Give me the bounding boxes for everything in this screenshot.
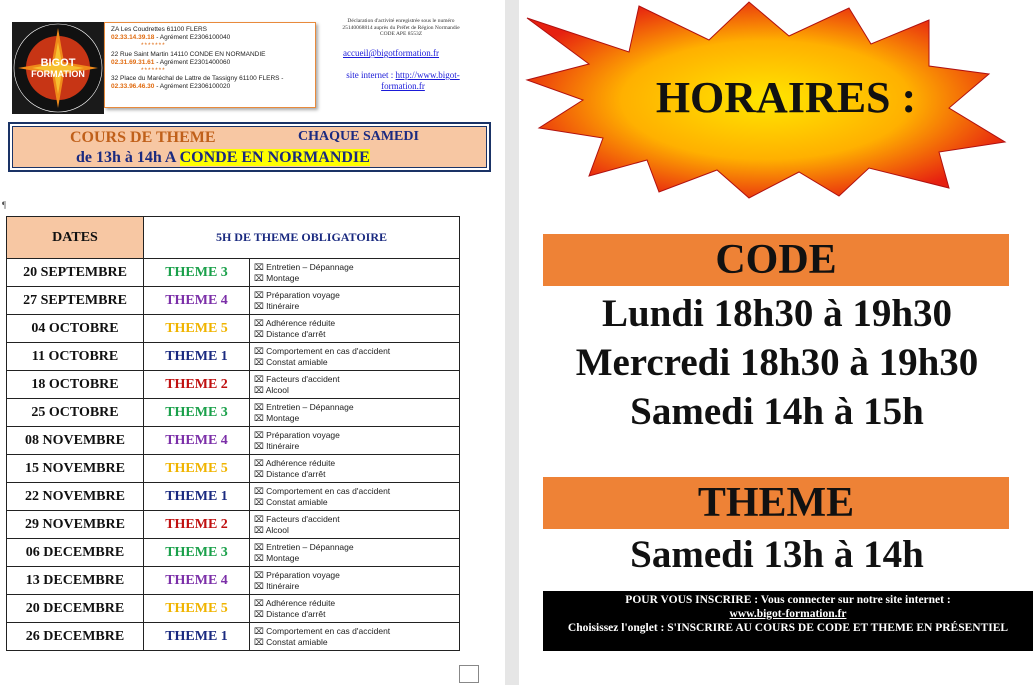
address-3: 32 Place du Maréchal de Lattre de Tassigny 61100 FLERS - 02.33.96.46.30 - Agrément E2306100020 (111, 75, 284, 91)
topic-text: Facteurs d'accident (266, 513, 340, 524)
banner-schedule: de 13h à 14h A CONDE EN NORMANDIE (76, 149, 370, 166)
banner-title: COURS DE THEME (70, 129, 216, 146)
code-label-bar: CODE (543, 234, 1009, 286)
checkbox-arrow-icon: ⌧ (254, 289, 267, 300)
anchor-icon: ¶ (2, 200, 7, 210)
checkbox-arrow-icon: ⌧ (254, 597, 266, 608)
theme-schedule: Samedi 13h à 14h (630, 533, 924, 576)
row-theme: THEME 3 (144, 399, 250, 427)
website-link[interactable]: http://www.bigot-formation.fr (381, 70, 460, 91)
checkbox-arrow-icon: ⌧ (254, 328, 267, 339)
inscription-line-1: POUR VOUS INSCRIRE : Vous connecter sur notre site internet : (625, 594, 951, 606)
row-topics (250, 483, 460, 511)
checkbox-arrow-icon: ⌧ (254, 625, 267, 636)
table-row (7, 259, 460, 287)
topic-text: Comportement en cas d'accident (266, 485, 391, 496)
row-date: 29 NOVEMBRE (7, 511, 144, 539)
row-topics (250, 427, 460, 455)
topic-item (254, 301, 459, 312)
row-theme: THEME 3 (144, 539, 250, 567)
row-theme: THEME 1 (144, 343, 250, 371)
inscription-line-3: Choisissez l'onglet : S'INSCRIRE AU COURS DE CODE ET THEME EN PRÉSENTIEL (567, 622, 1009, 634)
bigot-formation-logo (12, 22, 104, 114)
topic-text: Entretien – Dépannage (266, 401, 354, 412)
row-topics (250, 343, 460, 371)
row-topics (250, 315, 460, 343)
topic-item (254, 329, 459, 340)
topic-item (254, 430, 459, 441)
topic-text: Adhérence réduite (265, 597, 336, 608)
checkbox-arrow-icon: ⌧ (254, 384, 266, 395)
topic-item (254, 486, 459, 497)
checkbox-arrow-icon: ⌧ (254, 468, 267, 479)
row-date: 13 DECEMBRE (7, 567, 144, 595)
topic-item (254, 374, 459, 385)
checkbox-arrow-icon: ⌧ (254, 457, 266, 468)
row-date: 20 SEPTEMBRE (7, 259, 144, 287)
inscription-url[interactable]: www.bigot-formation.fr (729, 608, 847, 620)
table-row (7, 567, 460, 595)
topic-text: Constat amiable (266, 496, 328, 507)
row-theme: THEME 4 (144, 427, 250, 455)
checkbox-arrow-icon: ⌧ (254, 317, 266, 328)
topic-item (254, 346, 459, 357)
checkbox-arrow-icon: ⌧ (254, 429, 267, 440)
checkbox-arrow-icon: ⌧ (254, 345, 267, 356)
table-row (7, 623, 460, 651)
row-date: 25 OCTOBRE (7, 399, 144, 427)
topic-item (254, 441, 459, 452)
row-topics (250, 259, 460, 287)
page-corner-box (459, 665, 479, 683)
checkbox-arrow-icon: ⌧ (254, 636, 267, 647)
inscription-box (543, 591, 1033, 651)
checkbox-arrow-icon: ⌧ (254, 261, 267, 272)
topic-item (254, 458, 459, 469)
topic-item (254, 514, 459, 525)
checkbox-arrow-icon: ⌧ (254, 272, 267, 283)
table-row (7, 287, 460, 315)
topic-text: Adhérence réduite (265, 457, 336, 468)
topic-item (254, 609, 459, 620)
topic-item (254, 357, 459, 368)
row-topics (250, 455, 460, 483)
row-topics (250, 567, 460, 595)
topic-text: Montage (266, 272, 300, 283)
right-page (519, 0, 1035, 685)
topic-text: Alcool (265, 524, 289, 535)
row-date: 06 DECEMBRE (7, 539, 144, 567)
topic-text: Itinéraire (266, 440, 300, 451)
address-box: ZA Les Coudrettes 61100 FLERS 02.33.14.39.18 - Agrément E2306100040 ******* 22 Rue Saint Martin 14110 CONDE EN NORMANDIE 02.31.69.31.61 - Agrément E2301400060 ******* 32 Place du Maréchal de Lattre de Tassigny 61100 FLERS - 02.33.96.46.30 - Agrément E2306100020 (104, 22, 316, 108)
table-row (7, 343, 460, 371)
left-page (0, 0, 505, 685)
topic-text: Constat amiable (266, 356, 328, 367)
topic-text: Comportement en cas d'accident (266, 345, 391, 356)
row-date: 20 DECEMBRE (7, 595, 144, 623)
checkbox-arrow-icon: ⌧ (254, 541, 267, 552)
checkbox-arrow-icon: ⌧ (254, 300, 267, 311)
row-theme: THEME 4 (144, 567, 250, 595)
row-theme: THEME 3 (144, 259, 250, 287)
website-line: site internet : http://www.bigot-formation.fr (346, 70, 460, 91)
topic-item (254, 497, 459, 508)
topic-item (254, 598, 459, 609)
topic-text: Distance d'arrêt (266, 468, 326, 479)
topic-item (254, 581, 459, 592)
address-2: 22 Rue Saint Martin 14110 CONDE EN NORMANDIE 02.31.69.31.61 - Agrément E2301400060 (111, 50, 266, 66)
table-row (7, 539, 460, 567)
checkbox-arrow-icon: ⌧ (254, 440, 267, 451)
code-schedule-1: Lundi 18h30 à 19h30 (601, 292, 953, 335)
topic-text: Itinéraire (266, 580, 300, 591)
row-date: 27 SEPTEMBRE (7, 287, 144, 315)
row-date: 08 NOVEMBRE (7, 427, 144, 455)
row-date: 15 NOVEMBRE (7, 455, 144, 483)
row-theme: THEME 2 (144, 511, 250, 539)
table-row (7, 483, 460, 511)
email-link[interactable]: accueil@bigotformation.fr (343, 48, 440, 58)
row-topics (250, 287, 460, 315)
row-date: 04 OCTOBRE (7, 315, 144, 343)
topic-item (254, 637, 459, 648)
topic-item (254, 553, 459, 564)
code-schedule-2: Mercredi 18h30 à 19h30 (575, 341, 979, 384)
checkbox-arrow-icon: ⌧ (254, 485, 267, 496)
address-1: ZA Les Coudrettes 61100 FLERS 02.33.14.39.18 - Agrément E2306100040 (111, 26, 231, 42)
topic-text: Facteurs d'accident (266, 373, 340, 384)
table-row (7, 511, 460, 539)
topic-text: Adhérence réduite (265, 317, 336, 328)
table-row (7, 595, 460, 623)
table-row (7, 455, 460, 483)
row-topics (250, 539, 460, 567)
table-row (7, 371, 460, 399)
row-topics (250, 623, 460, 651)
topic-item (254, 626, 459, 637)
row-date: 26 DECEMBRE (7, 623, 144, 651)
course-banner (8, 122, 491, 172)
row-topics (250, 595, 460, 623)
row-date: 22 NOVEMBRE (7, 483, 144, 511)
checkbox-arrow-icon: ⌧ (254, 356, 267, 367)
topic-item (254, 290, 459, 301)
row-topics (250, 511, 460, 539)
row-topics (250, 399, 460, 427)
row-theme: THEME 4 (144, 287, 250, 315)
table-row (7, 315, 460, 343)
theme-label-bar: THEME (543, 477, 1009, 529)
topic-text: Préparation voyage (266, 289, 340, 300)
checkbox-arrow-icon: ⌧ (254, 412, 267, 423)
topic-text: Itinéraire (266, 300, 300, 311)
checkbox-arrow-icon: ⌧ (254, 524, 266, 535)
row-theme: THEME 2 (144, 371, 250, 399)
topic-item (254, 318, 459, 329)
topic-item (254, 542, 459, 553)
horaires-headline: HORAIRES : (655, 73, 917, 122)
checkbox-arrow-icon: ⌧ (254, 608, 267, 619)
topic-item (254, 525, 459, 536)
row-theme: THEME 1 (144, 483, 250, 511)
topic-item (254, 262, 459, 273)
topic-text: Distance d'arrêt (266, 608, 326, 619)
checkbox-arrow-icon: ⌧ (254, 373, 267, 384)
checkbox-arrow-icon: ⌧ (254, 513, 267, 524)
row-theme: THEME 5 (144, 315, 250, 343)
checkbox-arrow-icon: ⌧ (254, 496, 267, 507)
row-theme: THEME 5 (144, 595, 250, 623)
topic-text: Préparation voyage (266, 429, 340, 440)
topic-text: Entretien – Dépannage (266, 261, 354, 272)
row-date: 11 OCTOBRE (7, 343, 144, 371)
topic-item (254, 570, 459, 581)
topic-text: Préparation voyage (266, 569, 340, 580)
banner-frequency: CHAQUE SAMEDI (298, 129, 419, 144)
checkbox-arrow-icon: ⌧ (254, 401, 267, 412)
row-topics (250, 371, 460, 399)
row-theme: THEME 5 (144, 455, 250, 483)
topic-item (254, 273, 459, 284)
checkbox-arrow-icon: ⌧ (254, 580, 267, 591)
logo-wordmark: BIGOT FORMATION (31, 57, 85, 79)
checkbox-arrow-icon: ⌧ (254, 569, 267, 580)
checkbox-arrow-icon: ⌧ (254, 552, 267, 563)
topic-text: Entretien – Dépannage (266, 541, 354, 552)
banner-place: CONDE EN NORMANDIE (179, 149, 370, 166)
topic-text: Alcool (265, 384, 289, 395)
table-row (7, 427, 460, 455)
topic-item (254, 385, 459, 396)
code-schedule-3: Samedi 14h à 15h (630, 390, 924, 433)
row-date: 18 OCTOBRE (7, 371, 144, 399)
topic-text: Montage (266, 552, 300, 563)
row-theme: THEME 1 (144, 623, 250, 651)
header-theme: 5H DE THEME OBLIGATOIRE (144, 217, 460, 259)
topic-item (254, 402, 459, 413)
activity-declaration: Déclaration d'activité enregistrée sous le numéro 25140068814 auprès du Préfet de Région Normandie CODE APE 8553Z (342, 18, 460, 37)
topic-item (254, 469, 459, 480)
topic-text: Comportement en cas d'accident (266, 625, 391, 636)
table-row (7, 399, 460, 427)
header-dates: DATES (7, 217, 144, 259)
table-header-row (7, 217, 460, 259)
topic-text: Montage (266, 412, 300, 423)
topic-text: Distance d'arrêt (266, 328, 326, 339)
theme-schedule-table (6, 216, 460, 651)
topic-text: Constat amiable (266, 636, 328, 647)
topic-item (254, 413, 459, 424)
